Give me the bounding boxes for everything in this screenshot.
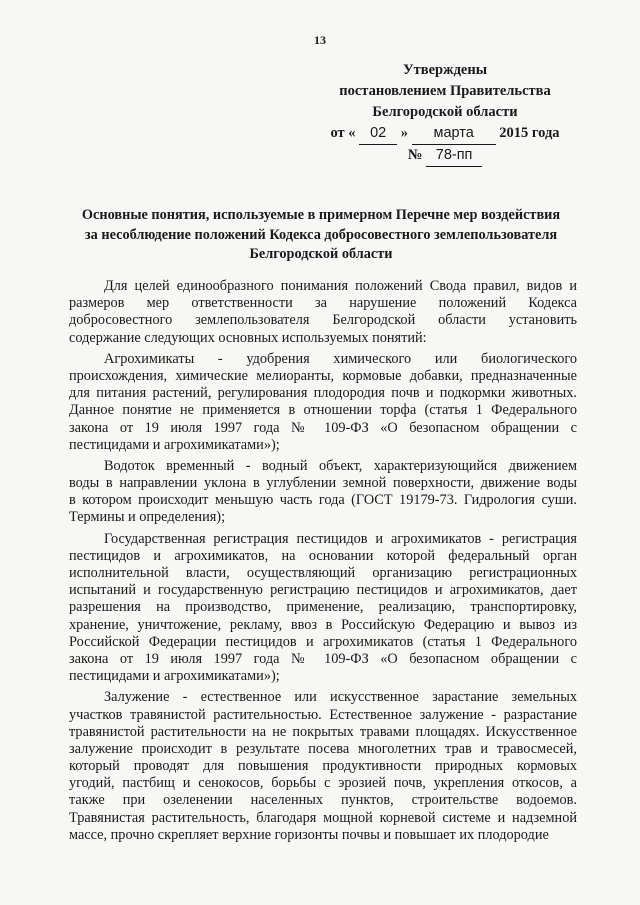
text-line: Агрохимикаты - удобрения химического или биологического (104, 350, 577, 367)
text-line: в котором происходит меньшую часть года (ГОСТ 19179-73. Гидрология суши. (69, 492, 577, 509)
text-line: массе, прочно скрепляет верхние горизонты почвы и повышает их плодородие (69, 826, 549, 843)
approval-month: марта (412, 123, 496, 145)
approval-year: 2015 года (499, 125, 560, 141)
text-line: испытаний и государственную регистрацию пестицидов и агрохимикатов, дает (69, 582, 577, 599)
approval-date (330, 123, 560, 145)
paragraph (69, 351, 577, 454)
approval-line-1: Утверждены (402, 62, 488, 78)
approval-from: от « (330, 125, 356, 141)
text-line: для питания растений, регулирования плодородия почв и подкормки животных. (69, 385, 577, 402)
paragraph (69, 689, 577, 844)
text-line: участков травянистой растительностью. Естественное залужение - разрастание (69, 706, 577, 723)
approval-line-2: постановлением Правительства (339, 83, 551, 99)
text-line: закона от 19 июля 1997 года № 109-ФЗ «О безопасном обращении с (69, 419, 577, 436)
text-line: залужение происходит в результате посева многолетних трав и травосмесей, (69, 740, 577, 757)
approval-stamp (330, 60, 560, 167)
text-line: Российской Федерации пестицидов и агрохимикатов (статья 1 Федерального (69, 633, 577, 650)
text-line: пестицидов и агрохимикатов, на основании которой федеральный орган (69, 547, 577, 564)
text-line: хранение, уничтожение, рекламу, ввоз в Российскую Федерацию и вывоз из (69, 616, 577, 633)
text-line: травянистой растительности на не покрытых травами площадях. Искусственное (69, 723, 577, 740)
approval-line-3: Белгородской области (372, 104, 518, 120)
text-line: исполнительной власти, осуществляющий организацию регистрационных (69, 565, 577, 581)
text-line: Государственная регистрация пестицидов и агрохимикатов - регистрация (104, 530, 577, 547)
text-line: пестицидами и агрохимикатами»); (69, 668, 280, 685)
paragraph (69, 278, 577, 347)
text-line: происхождения, химические мелиоранты, кормовые добавки, предназначенные (69, 367, 577, 384)
title-line: за несоблюдение положений Кодекса добросовестного землепользователя (84, 226, 558, 243)
text-line: который проводят для повышения продуктивности природных кормовых (69, 758, 577, 775)
text-line: Травянистая растительность, благодаря мощной корневой системе и надземной (69, 809, 577, 826)
text-line: Водоток временный - водный объект, характеризующийся движением (104, 457, 577, 474)
paragraph (69, 531, 577, 686)
approval-quote-close: » (400, 125, 409, 141)
text-line: содержание следующих основных используемых понятий: (69, 329, 427, 346)
paragraph (69, 458, 577, 527)
text-line: размеров мер ответственности за нарушение положений Кодекса (69, 295, 577, 312)
text-line: Для целей единообразного понимания положений Свода правил, видов и (104, 278, 577, 294)
text-line: закона от 19 июля 1997 года № 109-ФЗ «О безопасном обращении с (69, 650, 577, 667)
text-line: угодий, пастбищ и сенокосов, борьбы с эрозией почв, укрепления откосов, а (69, 775, 577, 792)
text-line: Данное понятие не применяется в отношении торфа (статья 1 Федерального (69, 402, 577, 419)
approval-number-line (330, 145, 560, 167)
document-title (60, 206, 582, 265)
approval-number: 78-пп (426, 145, 482, 167)
text-line: разрешения на производство, применение, реализацию, транспортировку, (69, 599, 577, 616)
title-line: Белгородской области (249, 246, 393, 262)
text-line: Термины и определения); (69, 509, 226, 526)
text-line: также при озеленении населенных пунктов, строительстве водоемов. (69, 792, 577, 809)
page-number: 13 (314, 33, 326, 47)
approval-day: 02 (359, 123, 397, 145)
text-line: воды в направлении уклона в углублении земной поверхности, движение воды (69, 475, 577, 492)
title-line: Основные понятия, используемые в примерном Перечне мер воздействия (81, 207, 561, 223)
text-line: Залужение - естественное или искусственное зарастание земельных (104, 689, 577, 706)
approval-no-sign: № (407, 147, 423, 163)
text-line: пестицидами и агрохимикатами»); (69, 436, 280, 453)
text-line: добросовестного землепользователя Белгородской области установить (69, 312, 577, 329)
document-body (69, 278, 577, 844)
